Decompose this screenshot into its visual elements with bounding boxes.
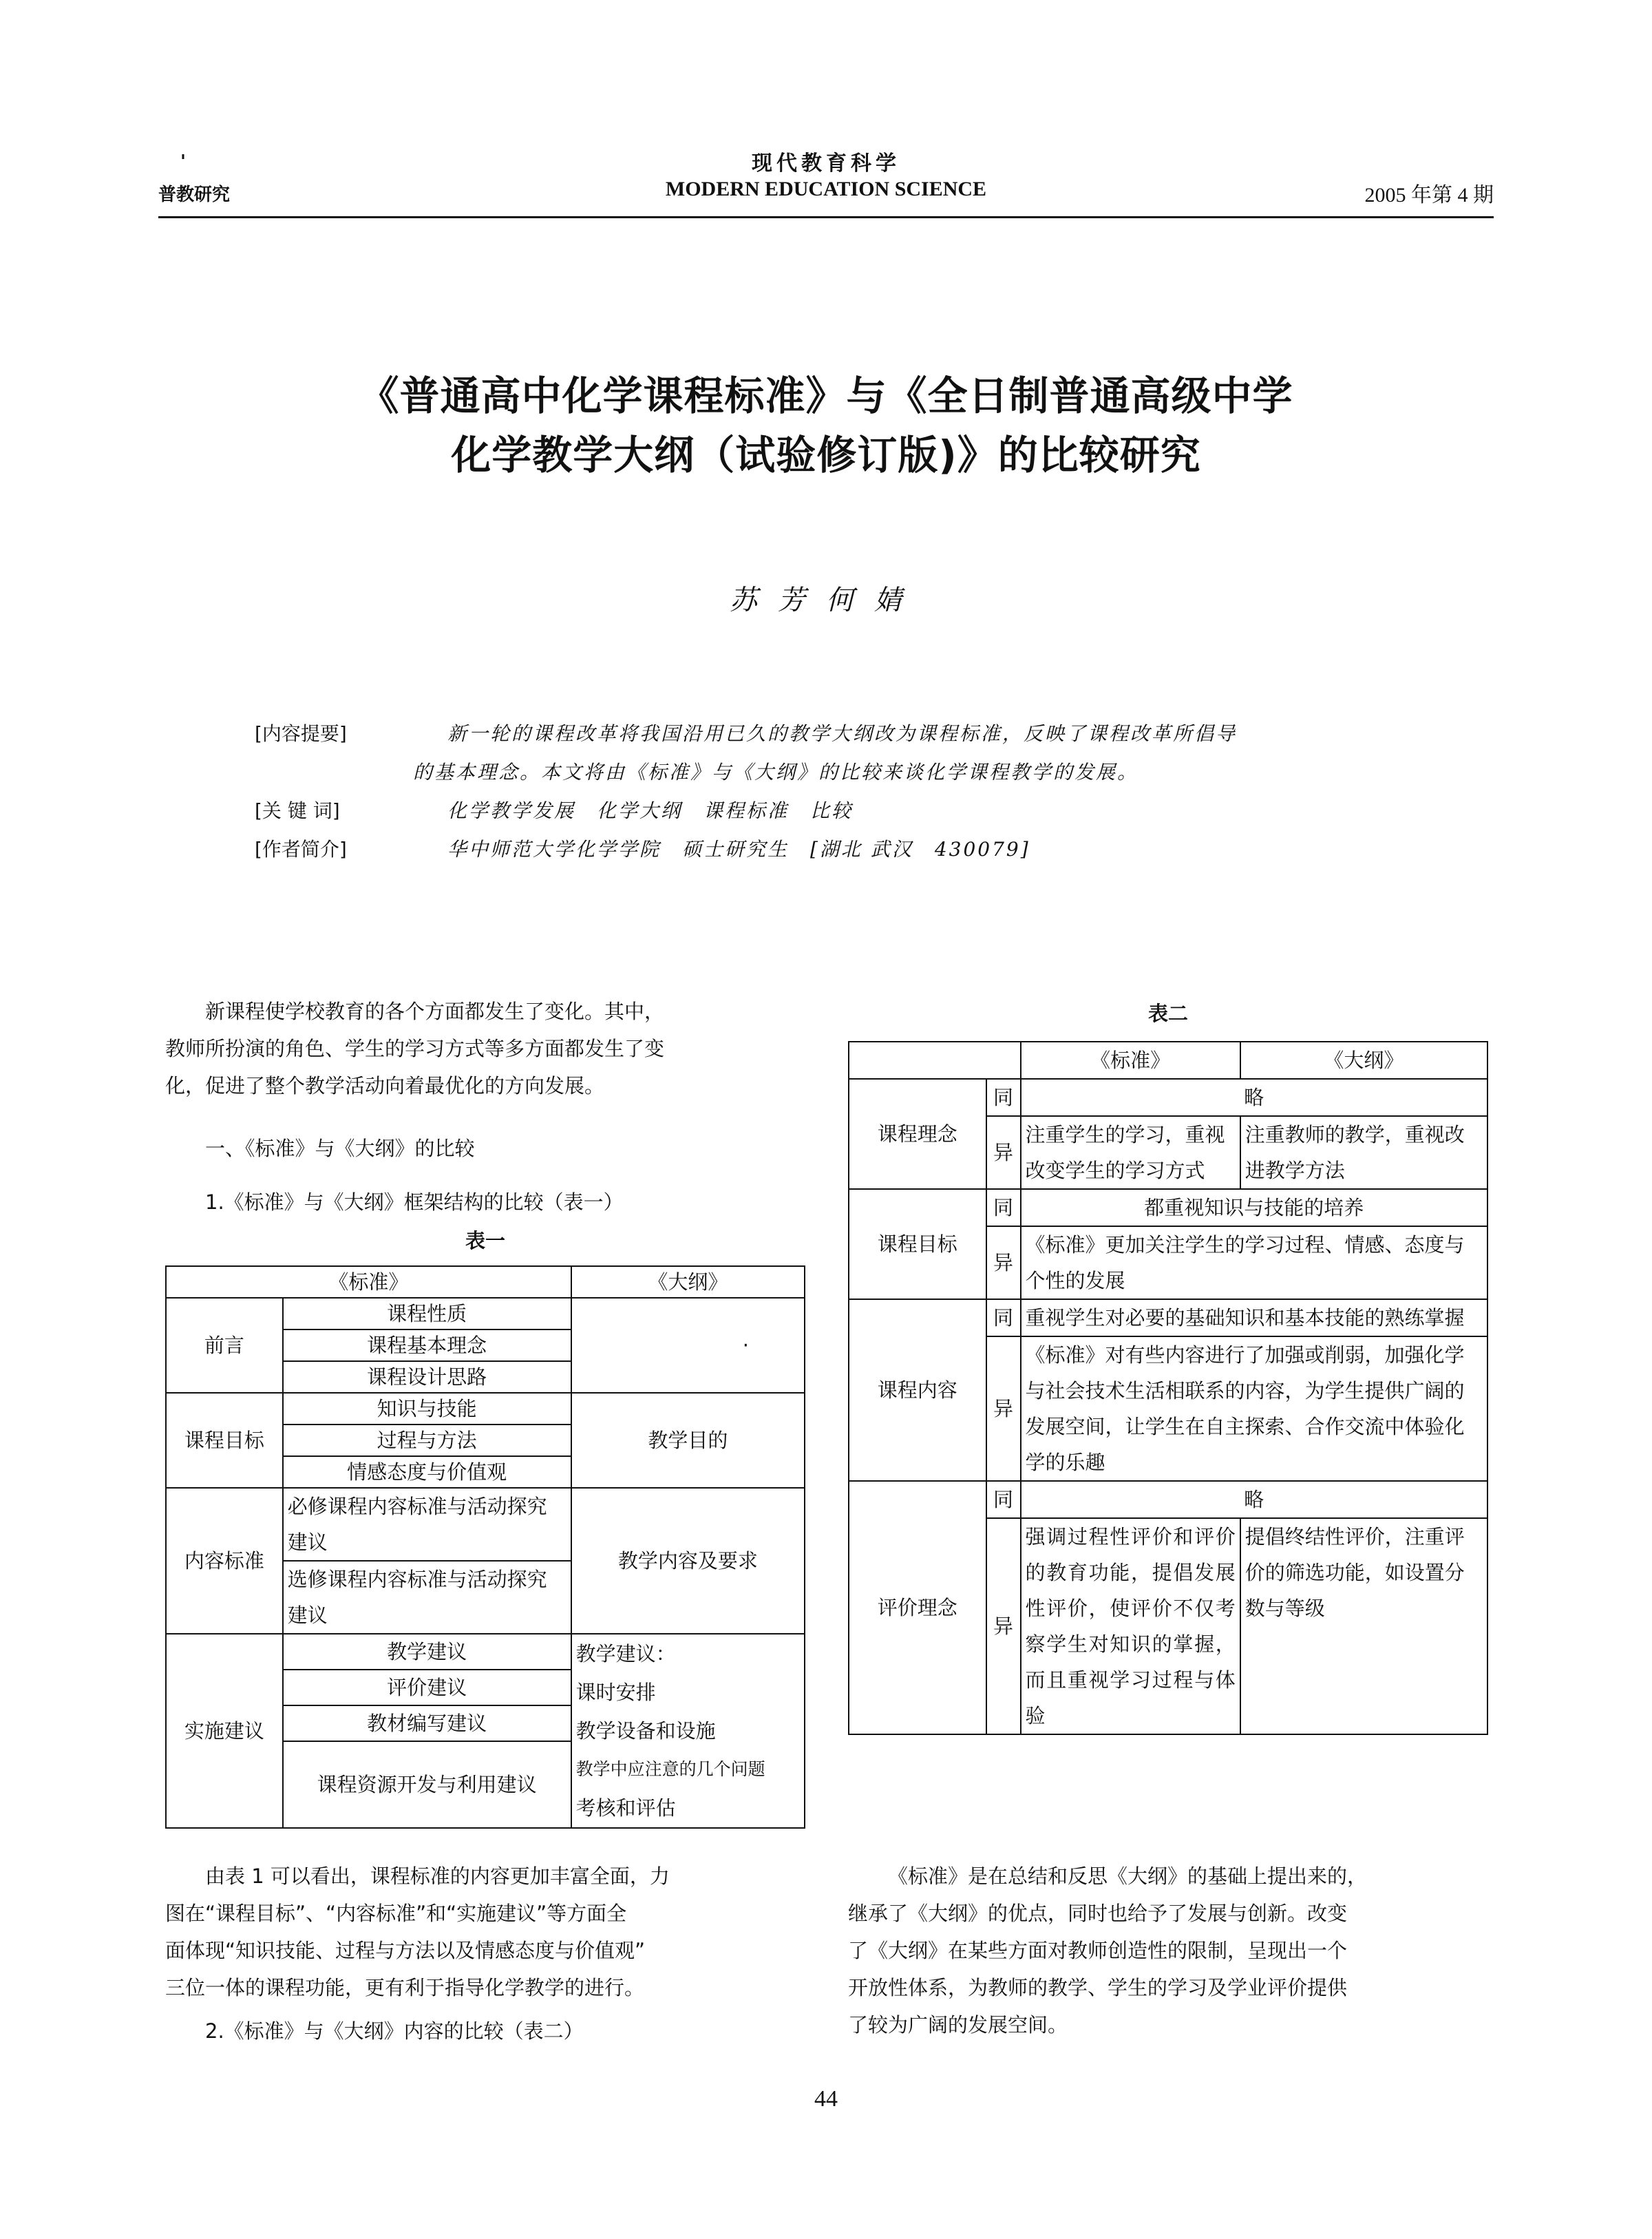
table1-dg-line: 考核和评估 [575, 1796, 676, 1820]
table1-item: 教学建议 [283, 1634, 571, 1670]
intro-line: 化，促进了整个教学活动向着最优化的方向发展。 [165, 1074, 605, 1097]
table1-item: 课程性质 [283, 1298, 571, 1329]
header-rule [158, 216, 1494, 218]
table1-group-goals: 课程目标 [166, 1393, 283, 1488]
table-content-comparison [848, 1041, 1488, 1735]
table2-row-evaluation: 评价理念 [849, 1481, 986, 1734]
table2-same-label: 同 [986, 1481, 1021, 1518]
table1-dg-line: 教学中应注意的几个问题 [575, 1759, 765, 1779]
table2-corner [849, 1042, 1021, 1079]
table1-item: 评价建议 [283, 1670, 571, 1705]
table1-item: 课程设计思路 [283, 1361, 571, 1393]
table1-item: 课程资源开发与利用建议 [283, 1741, 571, 1828]
para-line: 了较为广阔的发展空间。 [848, 2013, 1068, 2037]
page-number: 44 [814, 2086, 838, 2112]
issue-label: 2005 年第 4 期 [1364, 184, 1494, 207]
abstract-summary-cont [413, 757, 1139, 785]
table1-item: 过程与方法 [283, 1425, 571, 1456]
table1-item: 必修课程内容标准与活动探究建议 [283, 1488, 571, 1561]
table2-diff-label: 异 [986, 1518, 1021, 1734]
table2-row-goals: 课程目标 [849, 1189, 986, 1299]
para-line: 了《大纲》在某些方面对教师创造性的限制，呈现出一个 [848, 1939, 1348, 1962]
table2-content-diff: 《标准》对有些内容进行了加强或削弱，加强化学与社会技术生活相联系的内容，为学生提供广阔的发展空间，让学生在自主探索、合作交流中体验化学的乐趣 [1021, 1336, 1487, 1481]
table1-implementation-syllabus [571, 1634, 805, 1828]
table2-row-philosophy: 课程理念 [849, 1079, 986, 1189]
table2-evaluation-syllabus: 提倡终结性评价，注重评价的筛选功能，如设置分数与等级 [1240, 1518, 1487, 1734]
paper-title-line1: 《普通高中化学课程标准》与《全日制普通高级中学 [359, 372, 1293, 419]
para-line: 面体现“知识技能、过程与方法以及情感态度与价值观” [165, 1939, 646, 1962]
journal-title-en: MODERN EDUCATION SCIENCE [665, 178, 987, 200]
abstract-author [255, 834, 1030, 862]
journal-title-cn: 现代教育科学 [752, 151, 900, 176]
table2-row-content: 课程内容 [849, 1299, 986, 1481]
subheading-2: 2.《标准》与《大纲》内容的比较（表二） [205, 2019, 584, 2043]
table1-head-syllabus: 《大纲》 [571, 1266, 805, 1298]
para-line: 三位一体的课程功能，更有利于指导化学教学的进行。 [165, 1976, 645, 1999]
table2-goals-diff: 《标准》更加关注学生的学习过程、情感、态度与个性的发展 [1021, 1226, 1487, 1299]
table2-head-syllabus: 《大纲》 [1240, 1042, 1487, 1079]
intro-line: 新课程使学校教育的各个方面都发生了变化。其中， [205, 1000, 665, 1023]
keywords-label: [关 键 词] [255, 799, 340, 822]
table1-preface-syllabus: · [571, 1298, 805, 1393]
table2-diff-label: 异 [986, 1226, 1021, 1299]
table1-group-preface: 前言 [166, 1298, 283, 1393]
keywords: 化学教学发展 化学大纲 课程标准 比较 [447, 799, 854, 822]
para-line: 由表 1 可以看出，课程标准的内容更加丰富全面，力 [205, 1864, 670, 1888]
table1-caption: 表一 [465, 1229, 505, 1252]
para-line: 《标准》是在总结和反思《大纲》的基础上提出来的， [888, 1864, 1368, 1888]
table2-goals-same: 都重视知识与技能的培养 [1021, 1189, 1487, 1226]
subheading-1: 1.《标准》与《大纲》框架结构的比较（表一） [205, 1190, 624, 1214]
after-table1-paragraph [165, 1858, 805, 2006]
table1-dg-line: 教学建议： [575, 1642, 676, 1665]
table2-philosophy-syllabus: 注重教师的教学，重视改进教学方法 [1240, 1116, 1487, 1189]
section-label: 普教研究 [158, 185, 231, 205]
abstract-summary [255, 719, 1237, 746]
table2-philosophy-same: 略 [1021, 1079, 1487, 1116]
table2-evaluation-same: 略 [1021, 1481, 1487, 1518]
table1-dg-line: 教学设备和设施 [575, 1719, 716, 1743]
authors: 苏芳何婧 [730, 585, 922, 616]
table1-item: 课程基本理念 [283, 1329, 571, 1361]
table2-same-label: 同 [986, 1299, 1021, 1336]
table2-same-label: 同 [986, 1189, 1021, 1226]
after-table2-paragraph [848, 1858, 1488, 2043]
section-heading-1: 一、《标准》与《大纲》的比较 [205, 1137, 475, 1160]
table2-diff-label: 异 [986, 1116, 1021, 1189]
paper-title-line2: 化学教学大纲（试验修订版)》的比较研究 [451, 432, 1201, 479]
table1-goals-syllabus: 教学目的 [571, 1393, 805, 1488]
table2-same-label: 同 [986, 1079, 1021, 1116]
table1-dg-line: 课时安排 [575, 1681, 656, 1704]
table1-item: 知识与技能 [283, 1393, 571, 1425]
table1-content-syllabus: 教学内容及要求 [571, 1488, 805, 1634]
table2-evaluation-standard: 强调过程性评价和评价的教育功能，提倡发展性评价，使评价不仅考察学生对知识的掌握，而且重视学习过程与体验 [1021, 1518, 1240, 1734]
intro-paragraph [165, 993, 805, 1104]
summary-line1: 新一轮的课程改革将我国沿用已久的教学大纲改为课程标准，反映了课程改革所倡导 [447, 722, 1238, 745]
abstract-keywords [255, 796, 853, 823]
table2-content-same: 重视学生对必要的基础知识和基本技能的熟练掌握 [1021, 1299, 1487, 1336]
author-label: [作者简介] [255, 838, 347, 861]
table-framework-comparison [165, 1265, 805, 1829]
table2-caption: 表二 [1147, 1002, 1188, 1025]
table2-diff-label: 异 [986, 1336, 1021, 1481]
table1-group-content: 内容标准 [166, 1488, 283, 1634]
para-line: 继承了《大纲》的优点，同时也给予了发展与创新。改变 [848, 1902, 1348, 1925]
table1-item: 选修课程内容标准与活动探究建议 [283, 1561, 571, 1634]
table1-head-standard: 《标准》 [166, 1266, 571, 1298]
summary-line2: 的基本理念。本文将由《标准》与《大纲》的比较来谈化学课程教学的发展。 [413, 761, 1139, 784]
table1-item: 情感态度与价值观 [283, 1456, 571, 1488]
header-mark: ' [180, 151, 186, 172]
table2-philosophy-standard: 注重学生的学习，重视改变学生的学习方式 [1021, 1116, 1240, 1189]
para-line: 开放性体系，为教师的教学、学生的学习及学业评价提供 [848, 1976, 1348, 1999]
table2-head-standard: 《标准》 [1021, 1042, 1240, 1079]
summary-label: [内容提要] [255, 722, 347, 745]
para-line: 图在“课程目标”、“内容标准”和“实施建议”等方面全 [165, 1902, 627, 1925]
table1-group-implementation: 实施建议 [166, 1634, 283, 1828]
table1-item: 教材编写建议 [283, 1705, 571, 1741]
author-info: 华中师范大学化学学院 硕士研究生 [湖北 武汉 430079] [447, 838, 1030, 861]
intro-line: 教师所扮演的角色、学生的学习方式等多方面都发生了变 [165, 1037, 665, 1060]
